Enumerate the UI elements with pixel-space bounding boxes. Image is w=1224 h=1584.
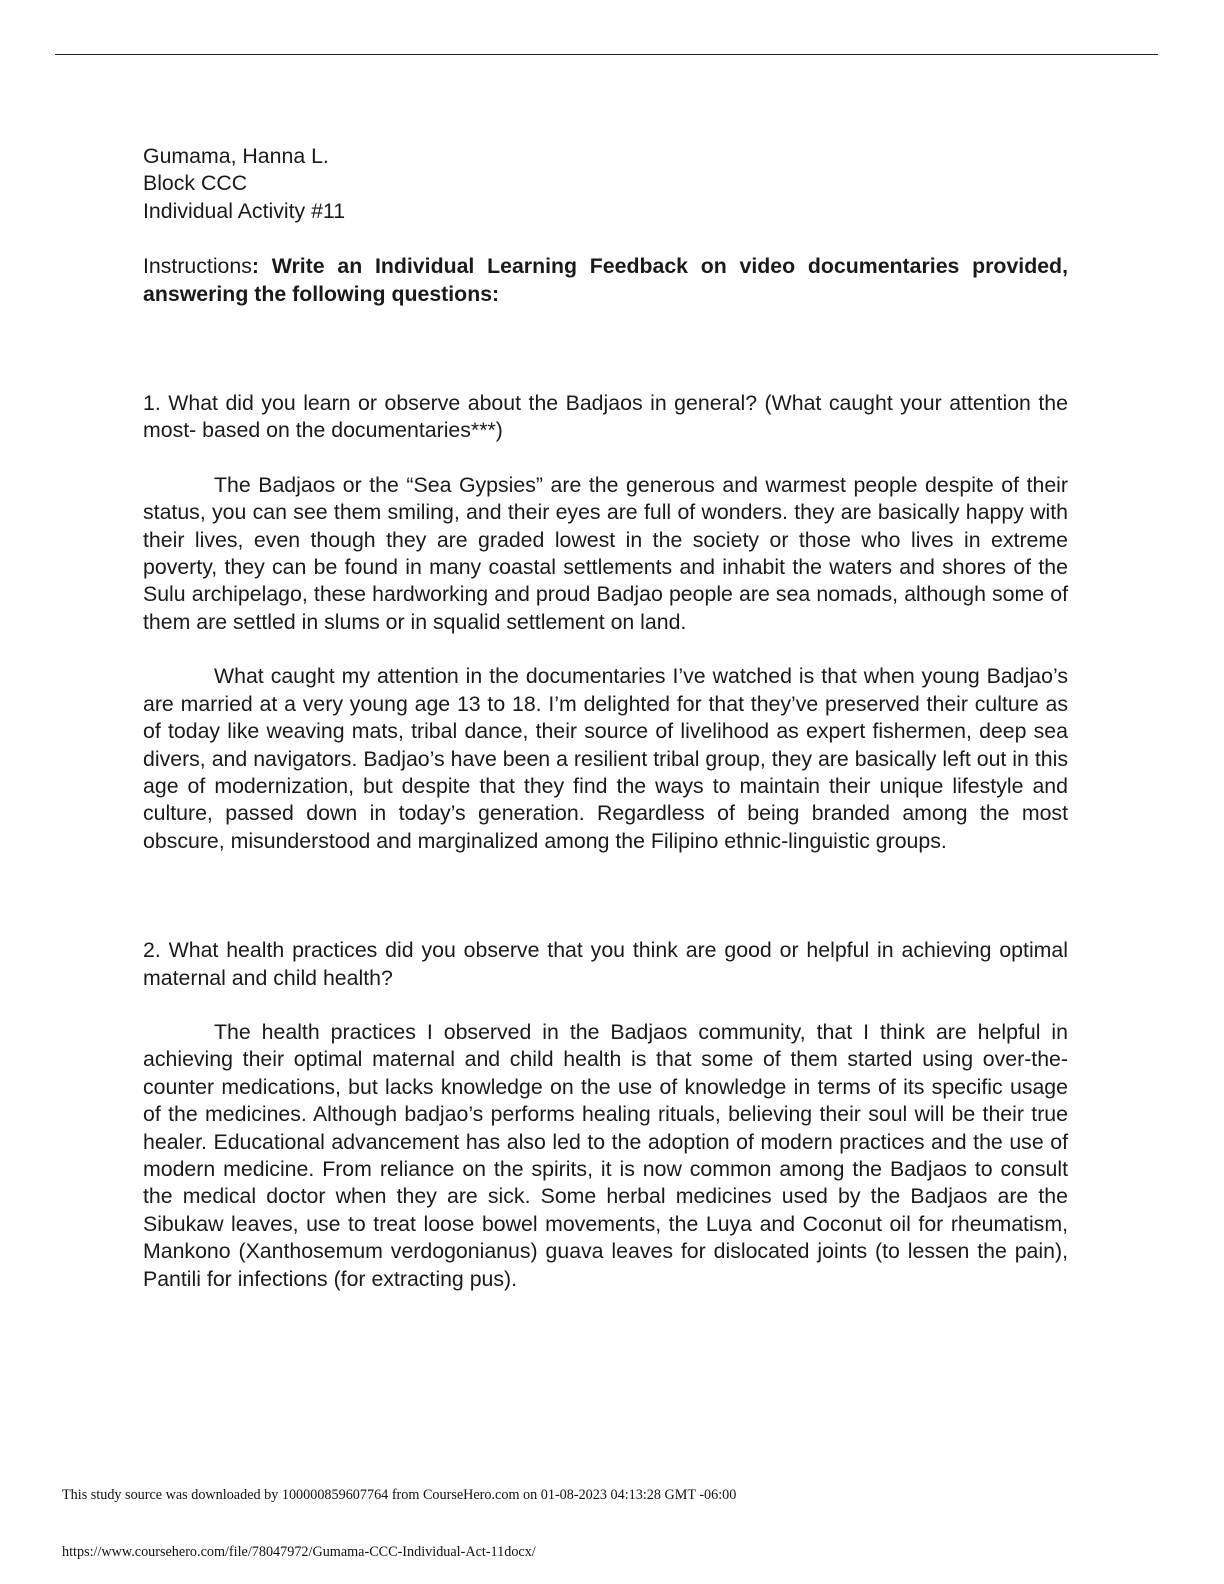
student-name: Gumama, Hanna L.	[143, 144, 329, 168]
question-2: 2. What health practices did you observe that you think are good or helpful in achieving optimal maternal and child health?	[143, 938, 1068, 990]
instructions-paragraph	[143, 253, 1068, 308]
instructions-text: Write an Individual Learning Feedback on video documentaries provided, answering the following questions:	[143, 254, 1068, 306]
answer-2-paragraph-1: The health practices I observed in the Badjaos community, that I think are helpful in achieving their optimal maternal and child health is that some of them started using over-the-counter medications, but lacks knowledge on the use of knowledge in terms of its specific usage of the medicines. Although badjao’s performs healing rituals, believing their soul will be their true healer. Educational advancement has also led to the adoption of modern practices and the use of modern medicine. From reliance on the spirits, it is now common among the Badjaos to consult the medical doctor when they are sick. Some herbal medicines used by the Badjaos are the Sibukaw leaves, use to treat loose bowel movements, the Luya and Coconut oil for rheumatism, Mankono (Xanthosemum verdogonianus) guava leaves for dislocated joints (to lessen the pain), Pantili for infections (for extracting pus).	[143, 1019, 1068, 1291]
document-body	[143, 143, 1068, 1293]
question-1: 1. What did you learn or observe about the Badjaos in general? (What caught your attention the most- based on the documentaries***)	[143, 391, 1068, 443]
student-block: Block CCC	[143, 171, 248, 196]
activity-title: Individual Activity #11	[143, 198, 346, 223]
download-source-note: This study source was downloaded by 100000859607764 from CourseHero.com on 01-08-2023 04:13:28 GMT -06:00	[62, 1487, 737, 1503]
source-url: https://www.coursehero.com/file/78047972/Gumama-CCC-Individual-Act-11docx/	[62, 1544, 536, 1560]
answer-1-paragraph-1: The Badjaos or the “Sea Gypsies” are the generous and warmest people despite of their status, you can see them smiling, and their eyes are full of wonders. they are basically happy with their lives, even though they are graded lowest in the society or those who lives in extreme poverty, they can be found in many coastal settlements and inhabit the waters and shores of the Sulu archipelago, these hardworking and proud Badjao people are sea nomads, although some of them are settled in slums or in squalid settlement on land.	[143, 472, 1068, 634]
instructions-colon: :	[251, 254, 272, 279]
student-header	[143, 143, 1068, 225]
answer-1-paragraph-2: What caught my attention in the documentaries I’ve watched is that when young Badjao’s are married at a very young age 13 to 18. I’m delighted for that they’ve preserved their culture as of today like weaving mats, tribal dance, their source of livelihood as expert fishermen, deep sea divers, and navigators. Badjao’s have been a resilient tribal group, they are basically left out in this age of modernization, but despite that they find the ways to maintain their unique lifestyle and culture, passed down in today’s generation. Regardless of being branded among the most obscure, misunderstood and marginalized among the Filipino ethnic-linguistic groups.	[143, 664, 1068, 853]
instructions-label: Instructions	[143, 254, 252, 279]
top-divider-line	[55, 54, 1158, 55]
